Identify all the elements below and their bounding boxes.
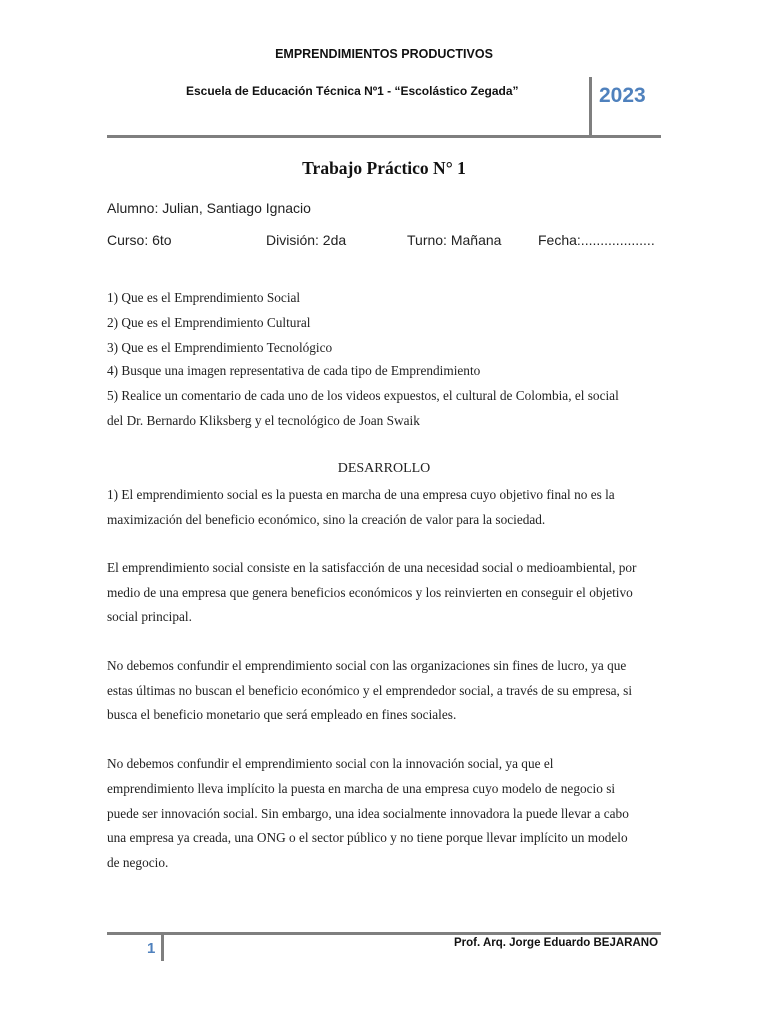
- paragraph-line: social principal.: [107, 609, 192, 624]
- footer-divider-vertical: [161, 935, 164, 961]
- question-item: del Dr. Bernardo Kliksberg y el tecnológico de Joan Swaik: [107, 413, 420, 428]
- course-label: Curso: 6to: [107, 232, 172, 248]
- header-divider-vertical: [589, 77, 592, 138]
- page-number: 1: [147, 940, 156, 957]
- school-name: Escuela de Educación Técnica Nº1 - “Escolástico Zegada”: [186, 84, 519, 98]
- paragraph-line: una empresa ya creada, una ONG o el sector público y no tiene porque llevar implícito un modelo: [107, 830, 628, 845]
- footer-author: Prof. Arq. Jorge Eduardo BEJARANO: [454, 937, 659, 949]
- question-item: 4) Busque una imagen representativa de cada tipo de Emprendimiento: [107, 363, 481, 378]
- paragraph-line: maximización del beneficio económico, sino la creación de valor para la sociedad.: [107, 512, 546, 527]
- paragraph-line: busca el beneficio monetario que será empleado en fines sociales.: [107, 707, 457, 722]
- footer-divider: [107, 932, 661, 935]
- year-label: 2023: [599, 84, 646, 107]
- paragraph-line: 1) El emprendimiento social es la puesta en marcha de una empresa cuyo objetivo final no es la: [107, 487, 615, 502]
- paragraph-line: puede ser innovación social. Sin embargo, una idea socialmente innovadora la puede llevar a cabo: [107, 806, 629, 821]
- question-item: 1) Que es el Emprendimiento Social: [107, 290, 301, 305]
- document-title: Trabajo Práctico N° 1: [302, 158, 466, 178]
- paragraph-line: medio de una empresa que genera beneficios económicos y los reinvierten en conseguir el objetivo: [107, 585, 633, 600]
- paragraph-line: No debemos confundir el emprendimiento social con las organizaciones sin fines de lucro, ya que: [107, 658, 627, 673]
- date-label: Fecha:...................: [538, 232, 655, 248]
- question-item: 3) Que es el Emprendimiento Tecnológico: [107, 340, 333, 355]
- division-label: División: 2da: [266, 232, 347, 248]
- student-name: Alumno: Julian, Santiago Ignacio: [107, 200, 311, 216]
- paragraph-line: emprendimiento lleva implícito la puesta en marcha de una empresa cuyo modelo de negocio si: [107, 781, 616, 796]
- header-title: EMPRENDIMIENTOS PRODUCTIVOS: [275, 47, 493, 61]
- header-divider: [107, 135, 661, 138]
- section-heading: DESARROLLO: [337, 461, 431, 476]
- shift-label: Turno: Mañana: [407, 232, 502, 248]
- paragraph-line: de negocio.: [107, 855, 169, 870]
- paragraph-line: El emprendimiento social consiste en la satisfacción de una necesidad social o medioambiental, por: [107, 560, 637, 575]
- paragraph-line: No debemos confundir el emprendimiento social con la innovación social, ya que el: [107, 756, 554, 771]
- paragraph-line: estas últimas no buscan el beneficio económico y el emprendedor social, a través de su empresa, si: [107, 683, 633, 698]
- question-item: 5) Realice un comentario de cada uno de los videos expuestos, el cultural de Colombia, el social: [107, 388, 619, 403]
- question-item: 2) Que es el Emprendimiento Cultural: [107, 315, 311, 330]
